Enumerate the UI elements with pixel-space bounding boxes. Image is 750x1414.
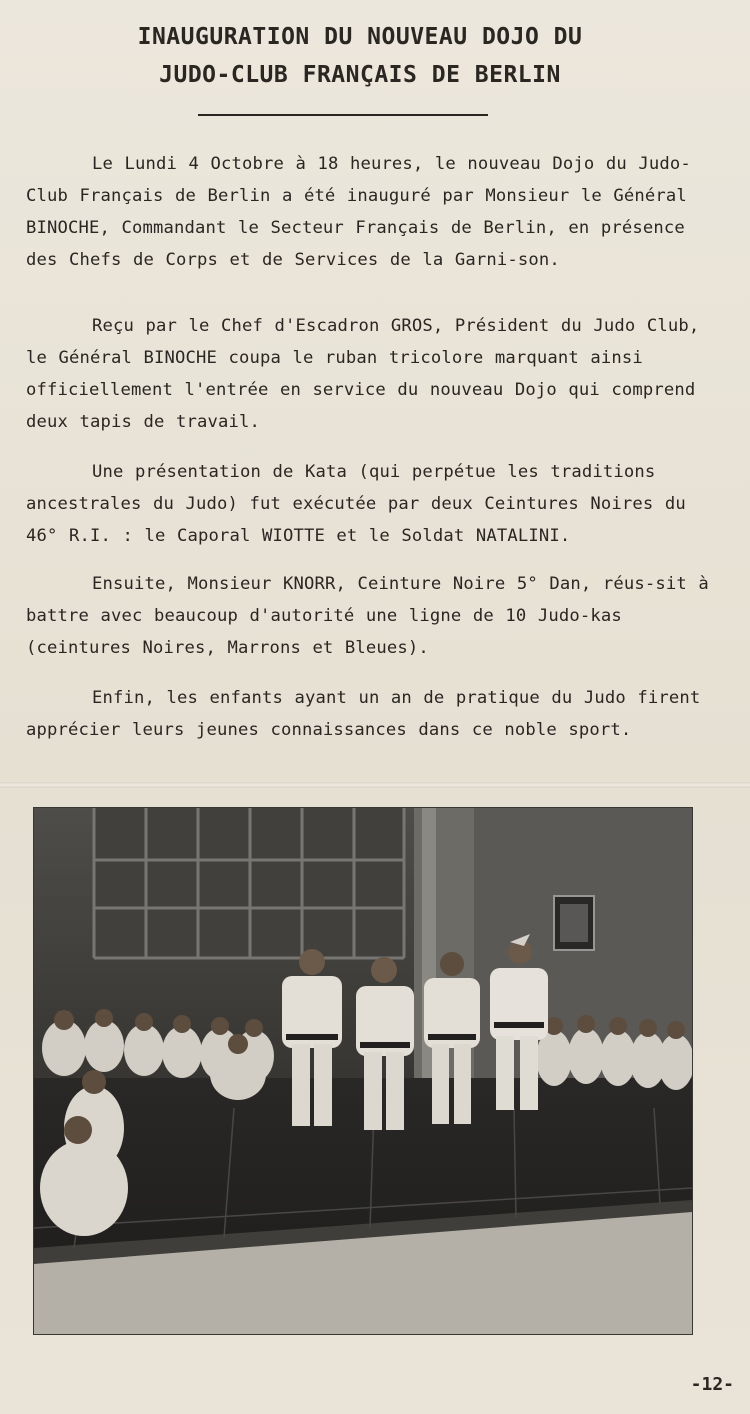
page-number: -12-	[690, 1374, 734, 1395]
paragraph-4	[26, 568, 716, 664]
article-title	[40, 18, 680, 94]
paragraph-5	[26, 682, 716, 746]
title-line-1: INAUGURATION DU NOUVEAU DOJO DU	[137, 24, 583, 50]
paragraph-3	[26, 456, 716, 552]
paragraph-2	[26, 310, 716, 438]
paragraph-5-text: Enfin, les enfants ayant un an de pratique du Judo firent apprécier leurs jeunes connaissances dans ce noble sport.	[26, 688, 701, 740]
dojo-photograph	[34, 808, 692, 1334]
paragraph-4-text: Ensuite, Monsieur KNORR, Ceinture Noire 5° Dan, réus-sit à battre avec beaucoup d'autorité une ligne de 10 Judo-kas (ceintures Noires, Marrons et Bleues).	[26, 574, 709, 658]
paragraph-2-text: Reçu par le Chef d'Escadron GROS, Président du Judo Club, le Général BINOCHE coupa le ruban tricolore marquant ainsi officiellement l'entrée en service du nouveau Dojo qui comprend deux tapis de travail.	[26, 316, 700, 432]
title-line-2: JUDO-CLUB FRANÇAIS DE BERLIN	[159, 62, 561, 88]
dojo-photo-illustration	[34, 808, 692, 1334]
title-underline	[198, 114, 488, 116]
paragraph-1-text: Le Lundi 4 Octobre à 18 heures, le nouveau Dojo du Judo-Club Français de Berlin a été inauguré par Monsieur le Général BINOCHE, Commandant le Secteur Français de Berlin, en présence des Chefs de Corps et de Services de la Garni-son.	[26, 154, 691, 270]
paragraph-1	[26, 148, 716, 276]
paragraph-3-text: Une présentation de Kata (qui perpétue les traditions ancestrales du Judo) fut exécutée par deux Ceintures Noires du 46° R.I. : le Caporal WIOTTE et le Soldat NATALINI.	[26, 462, 686, 546]
paper-fold	[0, 782, 750, 788]
